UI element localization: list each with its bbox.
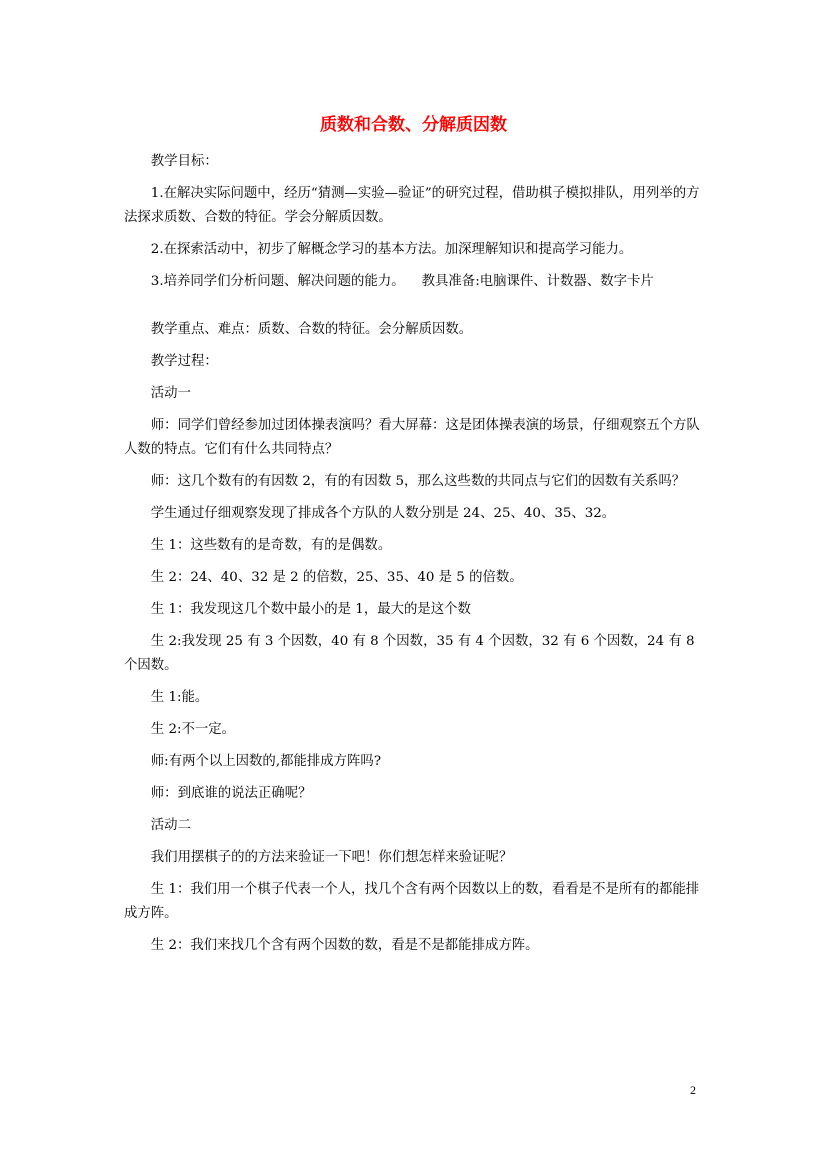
paragraph-teacher-question-3: 师:有两个以上因数的,都能排成方阵吗? [150, 754, 381, 769]
paragraph-key-points: 教学重点、难点：质数、合数的特征。会分解质因数。 [150, 322, 473, 337]
paragraph-teaching-goals-heading: 教学目标： [150, 154, 218, 169]
page-number: 2 [690, 1083, 696, 1097]
paragraph-student-answer: 生 1：我发现这几个数中最小的是 1，最大的是这个数 [150, 602, 471, 617]
paragraph-goal-2: 2.在探索活动中，初步了解概念学习的基本方法。加深理解知识和提高学习能力。 [150, 242, 633, 257]
paragraph-student-answer: 生 1：我们用一个棋子代表一个人，找几个含有两个因数以上的数，看看是不是所有的都能排成方阵。 [124, 882, 700, 921]
paragraph-student-answer: 生 2：我们来找几个含有两个因数的数，看是不是都能排成方阵。 [150, 938, 539, 953]
paragraph-activity-2-heading: 活动二 [150, 818, 191, 833]
paragraph-goal-3: 3.培养同学们分析问题、解决问题的能力。 教具准备:电脑课件、计数器、数字卡片 [150, 274, 654, 289]
paragraph-student-answer: 生 1:能。 [150, 690, 209, 705]
paragraph-student-answer: 生 2:我发现 25 有 3 个因数，40 有 8 个因数，35 有 4 个因数，32 有 6 个因数，24 有 8 个因数。 [124, 634, 699, 673]
paragraph-activity-1-heading: 活动一 [150, 386, 191, 401]
paragraph-teacher-question-1: 师：同学们曾经参加过团体操表演吗？看大屏幕：这是团体操表演的场景，仔细观察五个方队人数的特点。它们有什么共同特点？ [124, 418, 700, 457]
paragraph-student-answer: 生 1：这些数有的是奇数，有的是偶数。 [150, 538, 392, 553]
paragraph-goal-1: 1.在解决实际问题中，经历“猜测—实验—验证”的研究过程，借助棋子模拟排队，用列举的方法探求质数、合数的特征。学会分解质因数。 [124, 186, 700, 225]
paragraph-verification-prompt: 我们用摆棋子的的方法来验证一下吧！你们想怎样来验证呢？ [150, 850, 513, 865]
paragraph-student-answer: 生 2:不一定。 [150, 722, 236, 737]
paragraph-student-answer: 生 2：24、40、32 是 2 的倍数，25、35、40 是 5 的倍数。 [150, 570, 523, 585]
paragraph-process-heading: 教学过程： [150, 354, 218, 369]
paragraph-teacher-question-2: 师：这几个数有的有因数 2，有的有因数 5，那么这些数的共同点与它们的因数有关系吗？ [150, 474, 686, 489]
document-body [124, 150, 704, 966]
paragraph-student-observation: 学生通过仔细观察发现了排成各个方队的人数分别是 24、25、40、35、32。 [150, 506, 616, 521]
page-title: 质数和合数、分解质因数 [320, 115, 507, 135]
paragraph-teacher-question-4: 师：到底谁的说法正确呢？ [150, 786, 312, 801]
